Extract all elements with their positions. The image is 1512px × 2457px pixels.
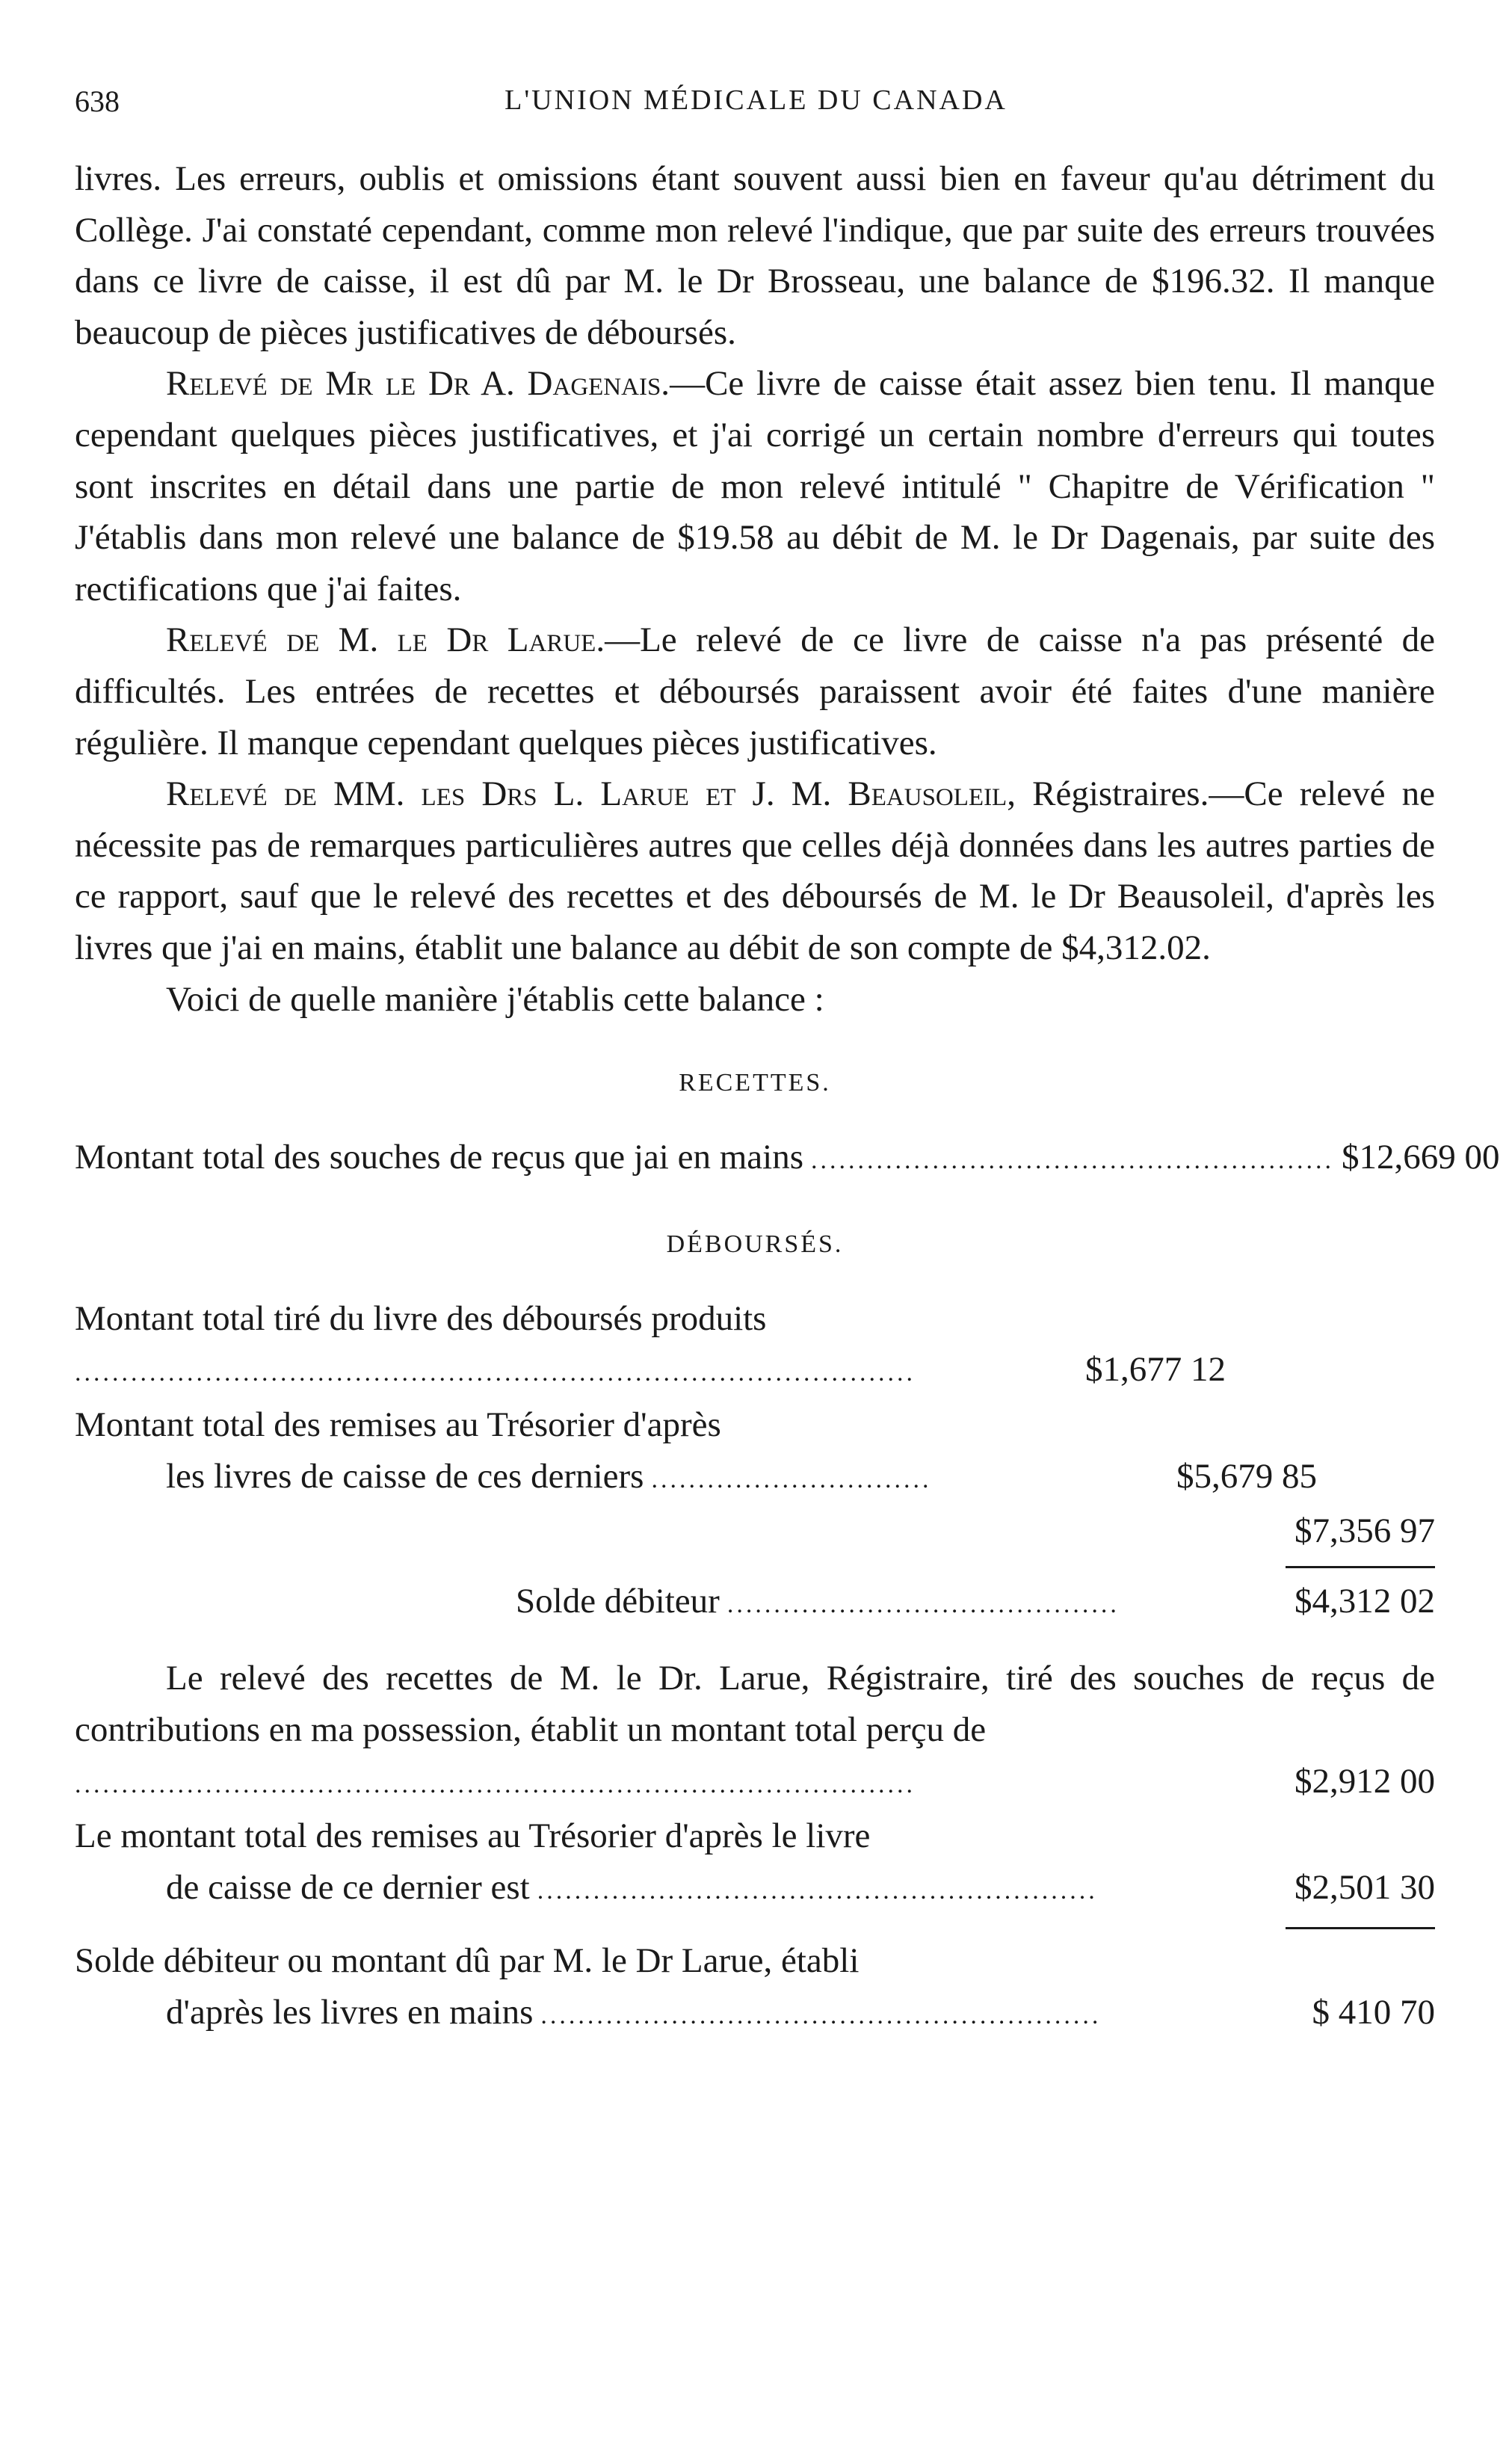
- paragraph-dagenais: [75, 358, 1435, 614]
- leader-dots: ........................................................: [811, 1146, 1334, 1174]
- debourses-row-1-amount: $1,677 12: [1085, 1350, 1226, 1390]
- larue-row-3-label-b: d'après les livres en mains: [166, 1993, 534, 2032]
- paragraph-larue-registraire: [75, 1653, 1435, 1755]
- larue-amount-3: $ 410 70: [1312, 1993, 1435, 2032]
- solde-row: [75, 1576, 1435, 1631]
- paragraph-larue-text: —Le relevé de ce livre de caisse n'a pas présenté de difficultés. Les entrées de recettes et déboursés paraissent avoir été faites d'une manière régulière. Il manque cependant quelques pièces justificatives.: [75, 620, 1435, 762]
- solde-amount: $4,312 02: [1295, 1581, 1435, 1621]
- paragraph-dagenais-text: —Ce livre de caisse était assez bien tenu. Il manque cependant quelques pièces justificatives, et j'ai corrigé un certain nombre d'erreurs qui toutes sont inscrites en détail dans une partie de mon relevé intitulé " Chapitre de Vérification " J'établis dans mon relevé une balance de $19.58 au débit de M. le Dr Dagenais, par suite des rectifications que j'ai faites.: [75, 364, 1435, 608]
- larue-row-2-label-a: Le montant total des remises au Trésorier d'après le livre: [75, 1816, 871, 1856]
- debourses-heading: DÉBOURSÉS.: [666, 1230, 844, 1259]
- leader-dots: ..............................: [651, 1465, 932, 1493]
- paragraph-balance-intro: Voici de quelle manière j'établis cette balance :: [166, 979, 824, 1019]
- leader-dots: ..........................................................................................: [75, 1359, 916, 1387]
- leader-dots: ............................................................: [537, 1876, 1098, 1905]
- leader-dots: ..........................................: [726, 1590, 1120, 1618]
- debourses-row-2: [75, 1451, 1317, 1506]
- debourses-row-2-label-a: Montant total des remises au Trésorier d'après: [75, 1405, 721, 1445]
- debourses-row-2-amount: $5,679 85: [1176, 1456, 1317, 1496]
- recettes-heading: RECETTES.: [679, 1069, 831, 1097]
- page-body: [75, 153, 1500, 2042]
- leader-dots: ..........................................................................................: [75, 1770, 916, 1798]
- recettes-row: [75, 1132, 1500, 1187]
- larue-paragraph-text: Le relevé des recettes de M. le Dr. Larue, Régistraire, tiré des souches de reçus de contributions en ma possession, établit un montant total perçu de: [75, 1659, 1435, 1750]
- larue-amount-1: $2,912 00: [1295, 1761, 1435, 1801]
- debourses-row-1-label: Montant total tiré du livre des déboursés produits: [75, 1298, 767, 1338]
- debourses-row-1: [75, 1344, 1226, 1399]
- larue-row-2-label-b: de caisse de ce dernier est: [166, 1867, 530, 1907]
- recettes-label: Montant total des souches de reçus que jai en mains: [75, 1137, 803, 1177]
- larue-row-3-label-a: Solde débiteur ou montant dû par M. le Dr Larue, établi: [75, 1941, 860, 1981]
- debourses-row-2-label-b: les livres de caisse de ces derniers: [166, 1456, 644, 1496]
- debourses-total: $7,356 97: [1295, 1511, 1435, 1551]
- sum-rule: [1286, 1566, 1435, 1568]
- larue-amount-2: $2,501 30: [1295, 1867, 1435, 1907]
- paragraph-registraires: [75, 768, 1435, 973]
- solde-label: Solde débiteur: [516, 1581, 720, 1621]
- debourses-total-row: [75, 1505, 1435, 1557]
- paragraph-larue: [75, 614, 1435, 768]
- larue-row-1: [75, 1756, 1435, 1811]
- paragraph-brosseau: livres. Les erreurs, oublis et omissions étant souvent aussi bien en faveur qu'au détriment du Collège. J'ai constaté cependant, comme mon relevé l'indique, que par suite des erreurs trouvées dans ce livre de caisse, il est dû par M. le Dr Brosseau, une balance de $196.32. Il manque beaucoup de pièces justificatives de déboursés.: [75, 159, 1435, 352]
- leader-dots: ............................................................: [540, 2002, 1102, 2029]
- debourses-ledger: [75, 1293, 1435, 1631]
- recettes-amount: $12,669 00: [1342, 1137, 1500, 1177]
- section-heading-registraires: Relevé de MM. les Drs L. Larue et J. M. Beausoleil,: [166, 774, 1016, 814]
- section-heading-dagenais: Relevé de Mr le Dr A. Dagenais.: [166, 364, 670, 404]
- larue-row-2: [75, 1862, 1435, 1917]
- larue-row-3: [75, 1987, 1435, 2042]
- sum-rule: [1286, 1927, 1435, 1929]
- page-number: 638: [75, 84, 120, 118]
- paragraph-registraires-text: Régistraires.—Ce relevé ne nécessite pas de remarques particulières autres que celles déjà données dans les autres parties de ce rapport, sauf que le relevé des recettes et des déboursés de M. le Dr Beausoleil, d'après les livres que j'ai en mains, établit une balance au débit de son compte de $4,312.02.: [75, 774, 1435, 967]
- section-heading-larue: Relevé de M. le Dr Larue.: [166, 620, 605, 660]
- journal-title: L'UNION MÉDICALE DU CANADA: [504, 84, 1008, 116]
- running-header: [75, 84, 1437, 129]
